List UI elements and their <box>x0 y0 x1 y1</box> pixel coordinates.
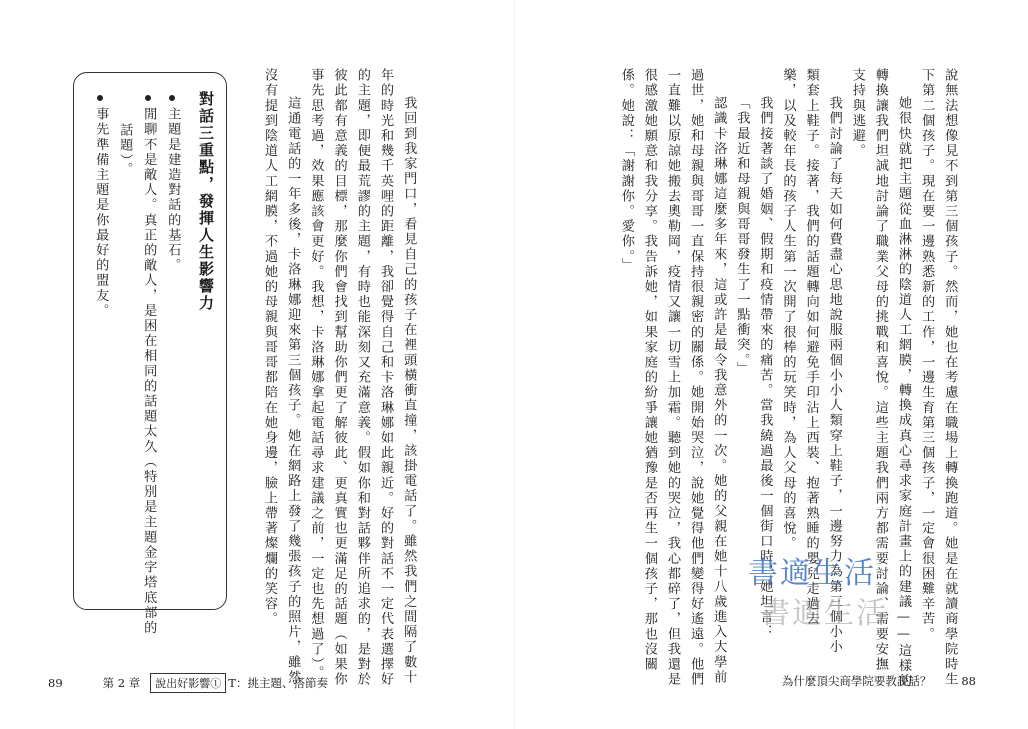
left-page-line: 我回到我家門口，看見自己的孩子在裡頭橫衝直撞，該掛電話了。雖然我們之間隔了數十 <box>401 96 417 685</box>
right-page-line: 我們接著談了婚姻、假期和疫情帶來的痛苦。當我繞過最後一個街口時，她坦言： <box>757 96 773 640</box>
left-page-line: 沒有提到陰道人工網膜，不過她的母親與哥哥都陪在她身邊，臉上帶著燦爛的笑容。 <box>262 68 277 627</box>
right-page-line: 轉換讓我們坦誠地討論了職業父母的挑戰和喜悅。這些主題我們兩方都需要討論、需要安撫 <box>872 68 888 672</box>
key-point-item <box>166 95 179 273</box>
right-page-line: 類套上鞋子。接著，我們的話題轉向如何避免手印沾上西裝、抱著熟睡的嬰兒走過去 <box>803 68 819 627</box>
chapter-title: T：挑主題、搭節奏 <box>228 676 328 690</box>
right-page-line: 「我最近和母親與哥哥發生了一點衝突。」 <box>734 96 750 377</box>
key-points-title: 對話三重點，發揮人生影響力 <box>197 91 215 312</box>
key-point-item <box>118 123 131 177</box>
gutter <box>514 0 515 729</box>
bullet-icon <box>145 95 151 101</box>
watermark-shadow-text: 書適生活 <box>760 596 888 631</box>
key-points-box <box>73 72 227 636</box>
key-point-text: 事先準備主題是你最好的盟友。 <box>93 107 109 319</box>
left-page-number: 89 <box>48 676 63 690</box>
key-point-text: 閒聊不是敵人。真正的敵人，是困在相同的話題太久（特別是主題金字塔底部的 <box>141 107 157 636</box>
left-page-line: 的主題，即便最荒謬的主題，有時也能深刻又充滿意義。假如你和對話夥伴所追求的，是對於 <box>354 68 370 688</box>
left-page-line: 彼此都有意義的目標，那麼你們會找到幫助你們更了解彼此、更真實也更滿足的話題（如果你 <box>331 68 347 688</box>
right-page-line: 一直難以原諒她搬去奧勒岡，疫情又讓一切雪上加霜。聽到她的哭泣，我心都碎了，但我還是 <box>665 68 680 688</box>
key-point-item <box>94 95 107 318</box>
chapter-box-label: 說出好影響① <box>150 673 226 693</box>
footer-right <box>782 673 976 689</box>
watermark-text: 書適生活 <box>748 556 876 591</box>
right-page-line: 說無法想像見不到第三個孩子。然而，她也在考慮在職場上轉換跑道。她是在就讀商學院時生 <box>942 68 958 688</box>
book-title: 為什麼頂尖商學院要教說話？ <box>781 674 932 688</box>
right-page-line: 很感激她願意和我分享。我告訴她，如果家庭的紛爭讓她猶豫是否再生一個孩子，那也沒關 <box>641 68 657 672</box>
key-point-item <box>142 95 155 636</box>
bullet-icon <box>169 95 175 101</box>
right-page-line: 我們討論了每天如何費盡心思地說服兩個小小人類穿上鞋子，一邊努力為第三個小小 <box>826 96 842 655</box>
left-page-line: 這通電話的一年多後，卡洛琳娜迎來第三個孩子。她在網路上發了幾張孩子的照片，雖然 <box>285 96 301 685</box>
key-point-text: 主題是建造對話的基石。 <box>165 107 181 274</box>
right-page-line: 認識卡洛琳娜這麼多年來，這或許是最令我意外的一次。她的父親在她十八歲進入大學前 <box>711 96 727 685</box>
left-page-line: 年的時光和幾千英哩的距離，我卻覺得自己和卡洛琳娜如此親近。好的對話不一定代表選擇好 <box>378 68 393 688</box>
footer-left <box>48 673 328 693</box>
right-page-line: 下第二個孩子。現在要一邊熟悉新的工作，一邊生育第三個孩子，一定會很困難辛苦。 <box>919 68 935 642</box>
right-page-line: 她很快就把主題從血淋淋的陰道人工網膜，轉換成真心尋求家庭計畫上的建議——這樣的 <box>896 96 911 689</box>
right-page-line: 樂，以及較年長的孩子人生第一次開了很棒的玩笑時，為人父母的喜悅。 <box>780 68 796 552</box>
right-page-line: 過世，她和母親與哥哥一直保持很親密的關係。她開始哭泣，說她覺得他們變得好遙遠。他們 <box>688 68 704 688</box>
chapter-label: 第 2 章 <box>102 676 141 690</box>
right-page-line: 支持與逃避。 <box>849 68 865 159</box>
right-page-number: 88 <box>961 674 976 688</box>
key-point-text: 話題）。 <box>117 123 133 177</box>
bullet-icon <box>97 95 103 101</box>
left-page-line: 事先思考過，效果應該會更好。我想，卡洛琳娜拿起電話尋求建議之前，一定也先想過了）。 <box>308 68 324 681</box>
right-page-line: 係。她說：「謝謝你。愛你。」 <box>618 68 634 273</box>
